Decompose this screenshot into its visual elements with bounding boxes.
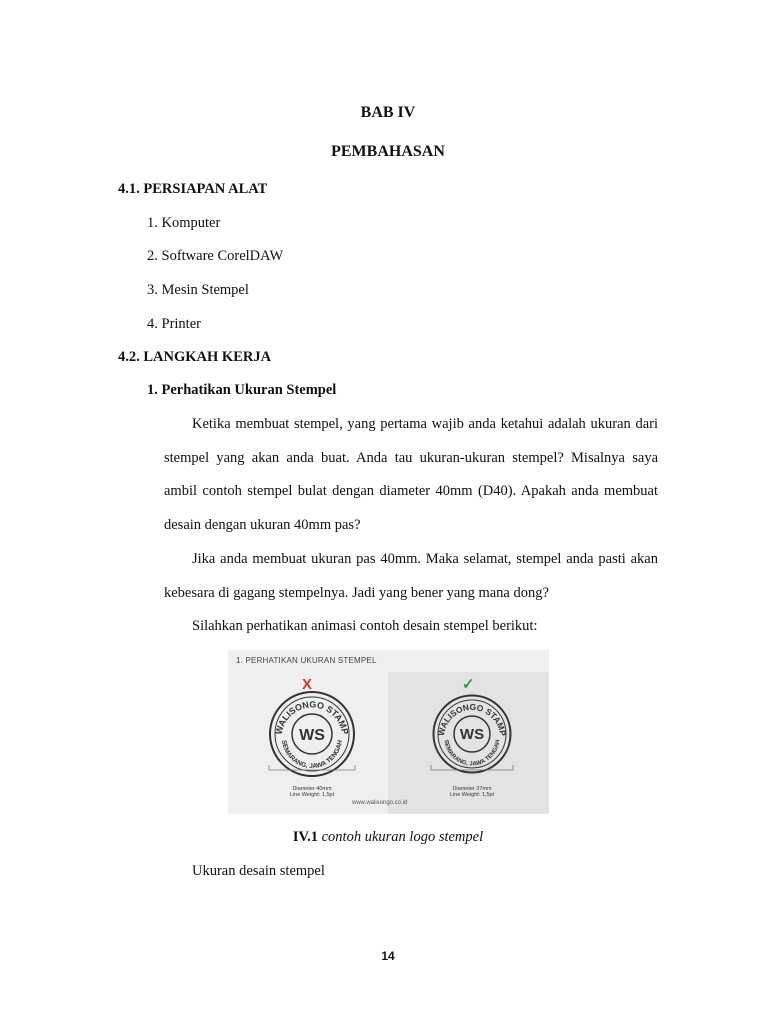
stamp-left-bottom-text: SEMARANG, JAWA TENGAH <box>280 739 344 771</box>
figure-caption <box>0 829 768 846</box>
left-weight-label: Line Weight: 1,5pt <box>289 792 335 798</box>
section-heading-persiapan: 4.1. PERSIAPAN ALAT <box>118 181 268 197</box>
subheading-ukuran: 1. Perhatikan Ukuran Stempel <box>147 382 337 398</box>
chapter-subtitle: PEMBAHASAN <box>331 143 445 160</box>
caption-text: contoh ukuran logo stempel <box>321 829 484 845</box>
stamp-right-bottom-text: SEMARANG, JAWA TENGAH <box>442 739 502 768</box>
figure-title: 1. PERHATIKAN UKURAN STEMPEL <box>236 656 377 665</box>
stamp-right-top-text: WALISONGO STAMP <box>435 701 508 737</box>
figure-url: www.walisongo.co.id <box>352 800 408 806</box>
chapter-title: BAB IV <box>360 104 416 121</box>
stamp-left-initials: WS <box>299 727 325 744</box>
stamp-size-figure <box>228 650 549 814</box>
paragraph: Jika anda membuat ukuran pas 40mm. Maka selamat, stempel anda pasti akan kebesara di gagang stempelnya. Jadi yang bener yang mana dong? <box>164 551 658 601</box>
check-mark-icon: ✓ <box>462 676 475 693</box>
wrong-mark-icon: X <box>302 676 313 693</box>
stamp-left-icon <box>270 692 354 776</box>
right-weight-label: Line Weight: 1,5pt <box>449 792 495 798</box>
list-item: 3. Mesin Stempel <box>147 282 249 298</box>
section-heading-langkah: 4.2. LANGKAH KERJA <box>118 349 272 365</box>
stamp-right-icon <box>434 696 511 773</box>
paragraph: Ketika membuat stempel, yang pertama wajib anda ketahui adalah ukuran dari stempel yang akan anda buat. Anda tau ukuran-ukuran stempel? Misalnya saya ambil contoh stempel bulat dengan diameter 40mm (D40). Apakah anda membuat desain dengan ukuran 40mm pas? <box>164 416 658 533</box>
list-item: 4. Printer <box>147 316 201 332</box>
svg-text:SEMARANG, JAWA TENGAH <box>443 739 502 767</box>
stamp-left-top-text: WALISONGO STAMP <box>273 699 351 736</box>
list-item: 1. Komputer <box>147 215 221 231</box>
paragraph: Silahkan perhatikan animasi contoh desain stempel berikut: <box>192 618 538 634</box>
page-number: 14 <box>381 949 395 963</box>
right-diameter-label: Diameter 37mm <box>452 786 492 792</box>
left-diameter-label: Diameter 40mm <box>292 786 332 792</box>
caption-number: IV.1 <box>292 829 318 845</box>
stamp-right-initials: WS <box>459 726 485 743</box>
list-item: 2. Software CorelDAW <box>147 248 284 264</box>
paragraph-after-figure: Ukuran desain stempel <box>192 863 325 879</box>
